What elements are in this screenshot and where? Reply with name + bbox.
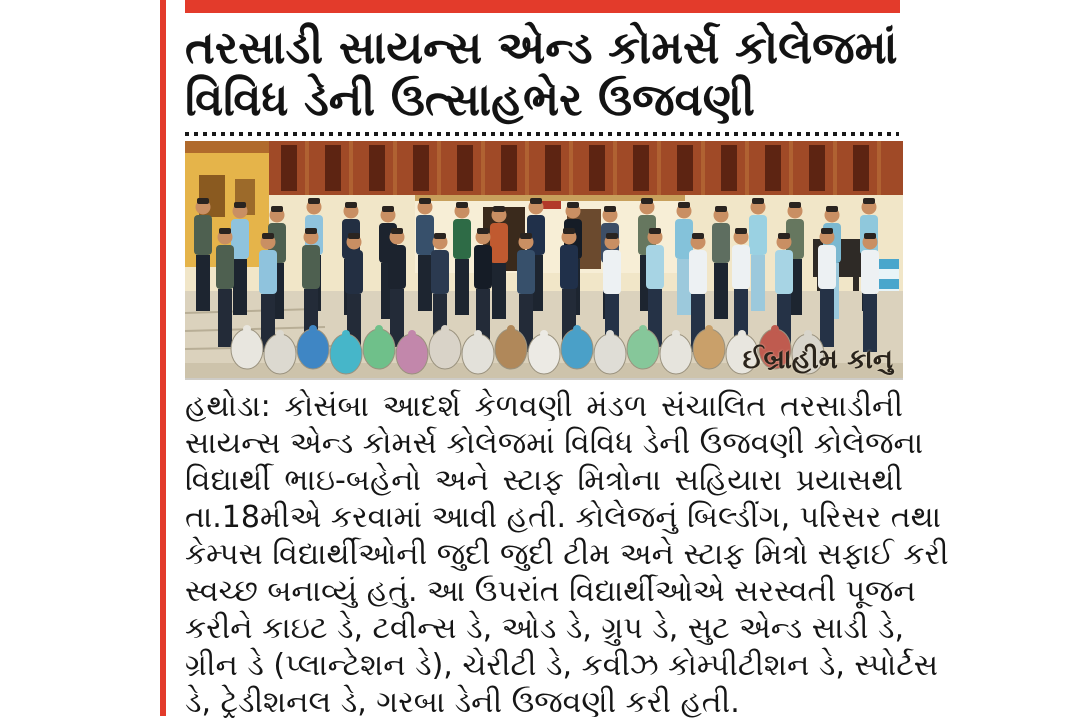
body-line: સાયન્સ એન્ડ કોમર્સ કોલેજમાં વિવિધ ડેની ઉજવણી કોલેજના: [185, 426, 924, 461]
top-red-bar: [185, 0, 900, 13]
body-line: ડે, ટ્રેડીશનલ ડે, ગરબા ડેની ઉજવણી કરી હતી.: [185, 685, 740, 720]
body-line: તા.18મીએ કરવામાં આવી હતી. કોલેજનું બિલ્ડીંગ, પરિસર તથા: [185, 500, 942, 535]
body-line: વિદ્યાર્થી ભાઇ-બહેનો અને સ્ટાફ મિત્રોના સહિયારા પ્રયાસથી: [185, 463, 903, 498]
photo-credit: ઈબ્રાહીમ કાનુ: [742, 344, 893, 375]
body-line: ગ્રીન ડે (પ્લાન્ટેશન ડે), ચેરીટી ડે, કવીઝ કોમ્પીટીશન ડે, સ્પોર્ટસ: [185, 648, 938, 683]
news-photo: [185, 141, 903, 378]
article-headline: [185, 22, 903, 126]
headline-line-1: તરસાડી સાયન્સ એન્ડ કોમર્સ કોલેજમાં: [185, 21, 898, 74]
dotted-separator: [185, 132, 899, 136]
body-line: કરીને કાઇટ ડે, ટવીન્સ ડે, ઓડ ડે, ગ્રુપ ડે, સુટ એન્ડ સાડી ડે,: [185, 611, 905, 646]
body-line: કેમ્પસ વિદ્યાર્થીઓની જુદી જુદી ટીમ અને સ્ટાફ મિત્રો સફાઈ કરી: [185, 537, 949, 572]
body-line: સ્વચ્છ બનાવ્યું હતું. આ ઉપરાંત વિદ્યાર્થીઓએ સરસ્વતી પૂજન: [185, 574, 916, 609]
body-line: હથોડા: કોસંબા આદર્શ કેળવણી મંડળ સંચાલિત તરસાડીની: [185, 389, 903, 424]
photo-illustration: [185, 141, 903, 378]
article-body: [185, 388, 949, 721]
newspaper-clipping: [185, 0, 949, 721]
left-red-rule: [160, 0, 166, 716]
headline-line-2: વિવિધ ડેની ઉત્સાહભેર ઉજવણી: [185, 73, 755, 126]
